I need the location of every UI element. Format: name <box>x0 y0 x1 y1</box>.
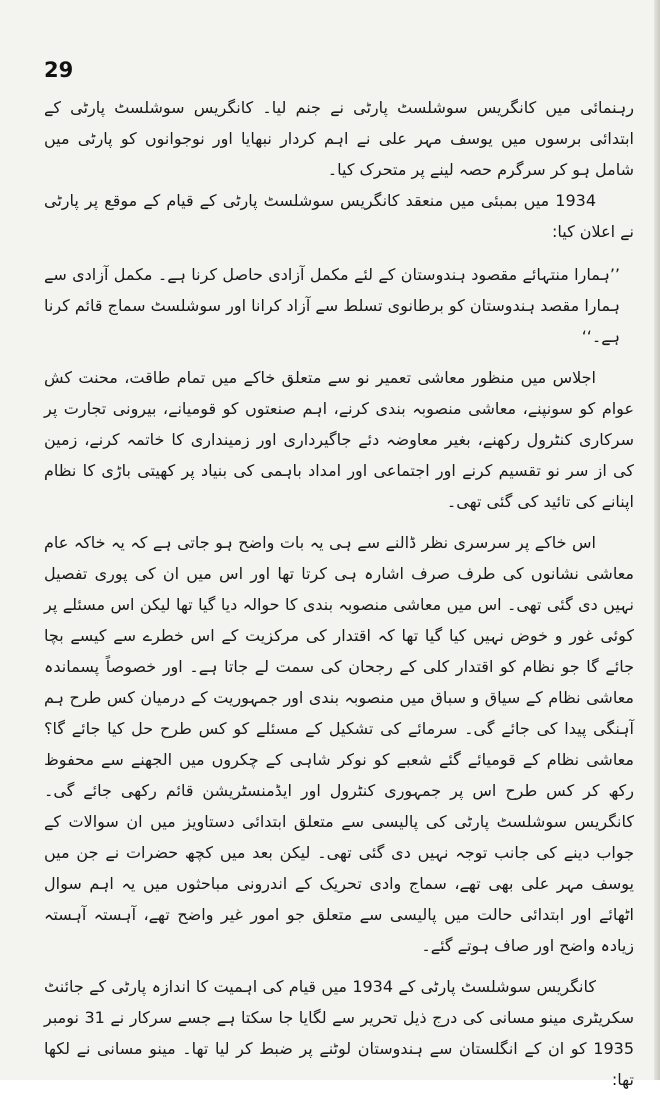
paragraph-announcement: 1934 میں بمبئی میں منعقد کانگریس سوشلسٹ پارٹی کے قیام کے موقع پر پارٹی نے اعلان کیا: <box>44 191 634 241</box>
paragraph-quote: ’’ہمارا منتہائے مقصود ہندوستان کے لئے مکمل آزادی حاصل کرنا ہے۔ مکمل آزادی سے ہمارا مقصد ہندوستان کو برطانوی تسلط سے آزاد کرانا اور سوشلسٹ سماج قائم کرنا ہے۔‘‘ <box>44 265 620 346</box>
paragraph-session: اجلاس میں منظور معاشی تعمیر نو سے متعلق خاکے میں تمام طاقت، محنت کش عوام کو سونپنے، معاشی منصوبہ بندی کرنے، اہم صنعتوں کو قومیانے، بیرونی تجارت پر سرکاری کنٹرول رکھنے، بغیر معاوضہ دئے جاگیرداری اور زمینداری کا خاتمہ کرنے، زمین کی از سر نو تقسیم کرنے اور اجتماعی اور امداد باہمی کی بنیاد پر کھیتی باڑی کا نظام اپنانے کی تائید کی گئی تھی۔ <box>44 368 634 511</box>
page-number: 29 <box>44 58 74 82</box>
page-body <box>44 92 634 1095</box>
paragraph-intro: رہنمائی میں کانگریس سوشلسٹ پارٹی نے جنم لیا۔ کانگریس سوشلسٹ پارٹی کے ابتدائی برسوں میں یوسف مہر علی نے اہم کردار نبھایا اور نوجوانوں کو پارٹی میں شامل ہو کر سرگرم حصہ لینے پر متحرک کیا۔ <box>44 98 634 179</box>
paragraph-masani: کانگریس سوشلسٹ پارٹی کے 1934 میں قیام کی اہمیت کا اندازہ پارٹی کے جائنٹ سکریٹری مینو مسانی کی درج ذیل تحریر سے لگایا جا سکتا ہے جسے سرکار نے 31 نومبر 1935 کو ان کے انگلستان سے ہندوستان لوٹنے پر ضبط کر لیا تھا۔ مینو مسانی نے لکھا تھا: <box>44 977 635 1089</box>
paragraph-analysis: اس خاکے پر سرسری نظر ڈالنے سے ہی یہ بات واضح ہو جاتی ہے کہ یہ خاکہ عام معاشی نشانوں کی طرف صرف اشارہ ہی کرتا تھا اور اس میں ان کی پوری تفصیل نہیں دی گئی تھی۔ اس میں معاشی منصوبہ بندی کا حوالہ دیا گیا تھا لیکن اس مسئلے پر کوئی غور و خوض نہیں کیا گیا تھا کہ اقتدار کی مرکزیت کے اس خطرے سے کیسے بچا جائے گا جو نظام کو اقتدار کلی کے رجحان کی سمت لے جاتا ہے۔ اور خصوصاً پسماندہ معاشی نظام کے سیاق و سباق میں منصوبہ بندی اور جمہوریت کے درمیان کس طرح ہم آہنگی پیدا کی جائے گی۔ سرمائے کی تشکیل کے مسئلے کو کس طرح حل کیا جائے گا؟ معاشی نظام کے قومیائے گئے شعبے کو نوکر شاہی کے چکروں میں الجھنے سے محفوظ رکھ کر کس طرح اس پر جمہوری کنٹرول اور ایڈمنسٹریشن قائم رکھی جائے گی۔ کانگریس سوشلسٹ پارٹی کی پالیسی سے متعلق ابتدائی دستاویز میں ان سوالات کے جواب دینے کی جانب توجہ نہیں دی گئی تھی۔ لیکن بعد میں کچھ حضرات نے جن میں یوسف مہر علی بھی تھے، سماج وادی تحریک کے اندرونی مباحثوں میں یہ اہم سوال اٹھائے اور ابتدائی حالت میں پالیسی سے متعلق جو امور غیر واضح تھے، آہستہ آہستہ زیادہ واضح اور صاف ہوتے گئے۔ <box>44 533 634 955</box>
page-edge-shadow <box>654 0 660 1080</box>
